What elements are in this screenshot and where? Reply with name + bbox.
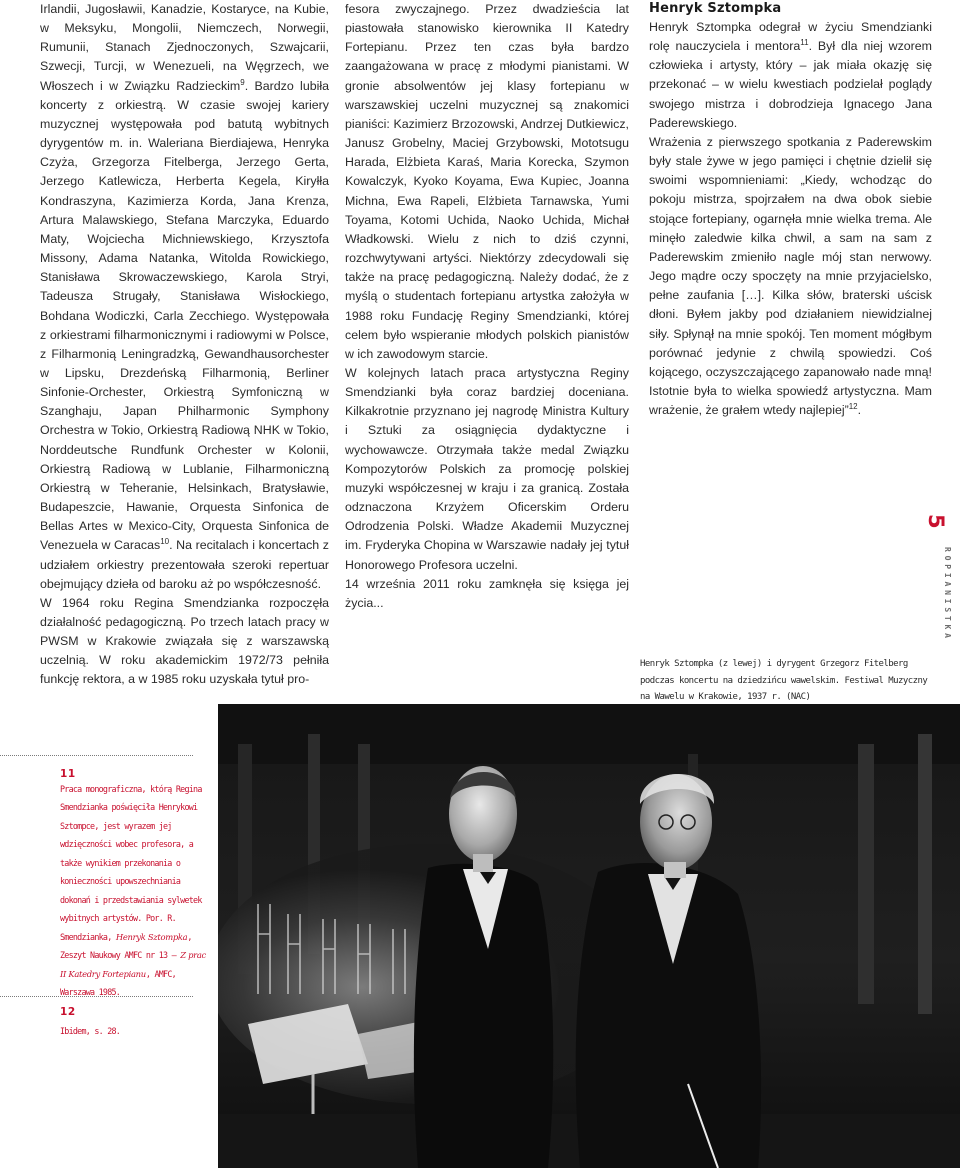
footnote-11-number: 11 <box>60 768 76 780</box>
col2-paragraph-3: 14 września 2011 roku zamknęła się księga jej życia... <box>345 576 629 610</box>
footnote-ref-11[interactable]: 11 <box>800 38 809 48</box>
section-label: ROPIANISTKA <box>943 547 952 642</box>
col1-paragraph-1: Irlandii, Jugosławii, Kanadzie, Kostaryce, na Kubie, w Meksyku, Mongolii, Niemczech, Norwegii, Rumunii, Stanach Zjednoczonych, Szwajcarii, Szwecji, Turcji, w Wenezueli, na Węgrzech, we Włoszech i w Związku Radzieckim$^9$. Bardzo lubiła koncerty z orkiestrą. W czasie swojej kariery muzycznej występowała pod batutą wybitnych dyrygentów m. in. Waleriana Bierdiajewa, Henryka Czyża, Grzegorza Fitelberga, Jerzego Gerta, Jerzego Katlewicza, Herberta Kegela, Kiryłła Kondraszyna, Kazimierza Korda, Jana Krenza, Artura Malawskiego, Stefana Marczyka, Eduardo Maty, Wojciecha Michniewskiego, Krzysztofa Missony, Adama Natanka, Witolda Rowickiego, Stanisława Skrowaczewskiego, Karola Stryi, Tadeusza Strugały, Stanisława Wisłockiego, Bohdana Wodiczki, Carla Zecchiego. Występowała z orkiestrami filharmonicznymi i radiowymi w Polsce, z Filharmonią Leningradzką, Gewandhausorchester w Lipsku, Drezdeńską Filharmonią, Berliner Sinfonie-Orchester, Orkiestrą Symfoniczną w Szanghaju, Japan Philharmonic Symphony Orchestra w Tokio, Orkiestrą Radiową NHK w Tokio, Norddeutsche Rundfunk Orchester w Kolonii, Orkiestrą Radiową w Lublanie, Filharmoniczną Orkiestrą w Teheranie, Helsinkach, Bratysławie, Budapeszcie, Hawanie, Orquesta Sinfonica de Bellas Artes w Mexico-City, Orquesta Sinfonica de Venezuela w Caracas$^{10}$. Na recitalach i koncertach z udziałem orkiestry prezentowała szeroki repertuar obejmujący dzieła od baroku aż po współczesność. <box>40 2 329 591</box>
col3-paragraph-1: Henryk Sztompka odegrał w życiu Smendzianki rolę nauczyciela i mentora$^{11}$. Był dla niej wzorem człowieka i artysty, który – jak miała okazję się przekonać – w wielu kwestiach podzielał poglądy swojego mistrza i dobrodzieja Ignacego Jana Paderewskiego. <box>649 20 932 130</box>
col1-paragraph-2: W 1964 roku Regina Smendzianka rozpoczęła działalność pedagogiczną. Po trzech latach pracy w PWSM w Krakowie związała się z warszawską uczelnią. W roku akademickim 1972/73 pełniła funkcję rektora, a w 1985 roku uzyskała tytuł pro- <box>40 595 329 687</box>
concert-photograph <box>218 704 960 1168</box>
section-heading: Henryk Sztompka <box>649 1 782 16</box>
col2-paragraph-2: W kolejnych latach praca artystyczna Reginy Smendzianki była coraz bardziej doceniana. Kilkakrotnie przyznano jej nagrodę Ministra Kultury i Sztuki za osiągnięcia dydaktyczne i wychowawcze. Otrzymała także medal Związku Kompozytorów Polskich za promocję polskiej muzyki współczesnej w kraju i za granicą. Została odznaczona Krzyżem Oficerskim Orderu Odrodzenia Polski. Władze Akademii Muzycznej im. Fryderyka Chopina w Warszawie nadały jej tytuł Honorowego Profesora uczelni. <box>345 365 629 572</box>
col2-paragraph-1: fesora zwyczajnego. Przez dwadzieścia lat piastowała stanowisko kierownika II Katedry Fortepianu. Przez ten czas była bardzo zaangażowana w pracę z młodymi pianistami. W gronie absolwentów jej klasy fortepianu w warszawskiej uczelni muzycznej są znakomici pianiści: Kazimierz Brzozowski, Andrzej Dutkiewicz, Janusz Grobelny, Maciej Grzybowski, Mototsugu Harada, Elżbieta Karaś, Maria Korecka, Szymon Kowalczyk, Kyoko Koyama, Ewa Kupiec, Joanna Michna, Ewa Rapeli, Elżbieta Tarnawska, Yumi Toyama, Kotomi Uchida, Naoko Uchida, Michał Władkowski. Wielu z nich to dziś czynni, rozchwytywani artyści. Niektórzy zdecydowali się także na pracę pedagogiczną. Należy dodać, że z myślą o studentach fortepianu artystka założyła w 1988 roku Fundację Reginy Smendzianki, której celem było wspieranie młodych polskich pianistów w ich zawodowym starcie. <box>345 2 629 361</box>
footnote-ref-10[interactable]: 10 <box>160 537 170 547</box>
footnote-12-text: Ibidem, s. 28. <box>60 1026 121 1036</box>
page-number: 5 <box>924 514 948 529</box>
text-column-1 <box>40 0 329 690</box>
footnote-divider-middle <box>0 996 193 997</box>
footnote-ref-9[interactable]: 9 <box>240 77 245 87</box>
footnote-11-text: Praca monograficzna, którą Regina Smendzianka poświęciła Henrykowi Sztompce, jest wyrazem jej wdzięczności wobec profesora, a także wynikiem przekonania o konieczności upowszechniania dokonań i przedstawiania sylwetek wybitnych artystów. Por. R. Smendzianka, Henryk Sztompka, Zeszyt Naukowy AMFC nr 13 – Z prac II Katedry Fortepianu, AMFC, Warszawa 1985. <box>60 784 206 997</box>
footnote-ref-12[interactable]: 12 <box>848 402 858 411</box>
photo-caption: Henryk Sztompka (z lewej) i dyrygent Grzegorz Fitelberg podczas koncertu na dziedzińcu wawelskim. Festiwal Muzyczny na Wawelu w Krakowie, 1937 r. (NAC) <box>640 659 928 702</box>
text-column-3 <box>649 0 932 420</box>
col3-paragraph-2: Wrażenia z pierwszego spotkania z Paderewskim były stale żywe w jego pamięci i chętnie dzielił się swoimi wspomnieniami: „Kiedy, wchodząc do pokoju mistrza, spojrzałem na dwa obok siebie stojące fortepiany, ogarnęła mnie wielka trema. Ale minęło zaledwie kilka chwil, a sam na sam z Paderewskim zmieniło nagle mój stan nerwowy. Jego mądre oczy spoczęty na mnie przyjacielsko, pełne zaufania […]. Kilka słów, braterski uścisk dłoni. Byłem jakby pod działaniem niewidzialnej siły. Spłynął na mnie spokój. Ten moment mógłbym porównać jedynie z chwilą spowiedzi. Coś kojącego, oczyszczającego zapanowało nade mną! Istotnie była to wielka spowiedź artystyczna. Mam wrażenie, że grałem wtedy najlepiej”$^{12}$. <box>649 134 932 418</box>
photograph-illustration <box>218 704 960 1168</box>
footnote-12-number: 12 <box>60 1006 76 1018</box>
footnote-divider-top <box>0 755 193 756</box>
text-column-2 <box>345 0 629 613</box>
